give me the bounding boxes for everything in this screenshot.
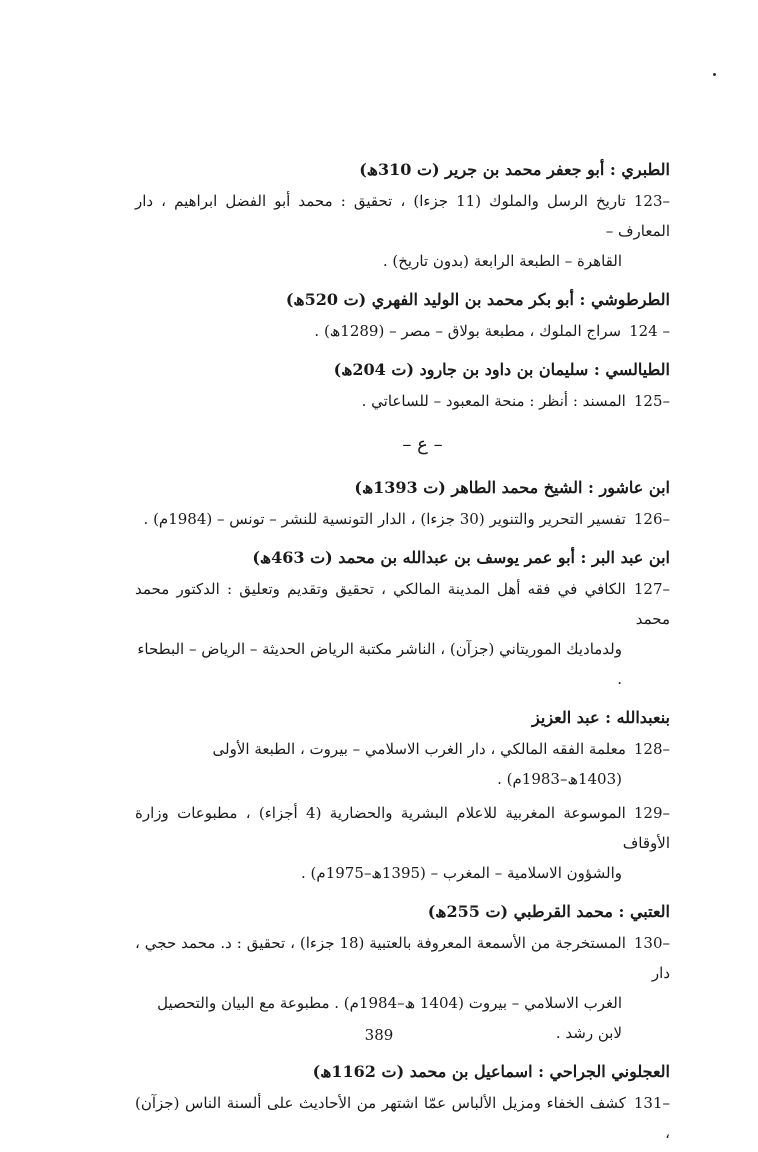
author-heading bbox=[135, 706, 670, 730]
entry-number: 125– bbox=[633, 392, 670, 410]
bibliography-list bbox=[135, 150, 670, 1152]
entry-continuation: ولدماديك الموريتاني (جزآن) ، الناشر مكتبة الرياض الحديثة – الرياض – البطحاء . bbox=[137, 640, 622, 688]
section-letter-heading: – ع – bbox=[402, 434, 443, 455]
author-name: ابن عبد البر : أبو عمر يوسف بن عبدالله بن محمد bbox=[338, 548, 670, 567]
author-name: العجلوني الجراحي : اسماعيل بن محمد bbox=[409, 1062, 670, 1081]
entry-text: معلمة الفقه المالكي ، دار الغرب الاسلامي – بيروت ، الطبعة الأولى bbox=[212, 740, 626, 758]
death-date: (ت 463ھ) bbox=[252, 548, 333, 567]
death-date: (ت 310ھ) bbox=[359, 160, 440, 179]
death-date: (ت 1393ھ) bbox=[354, 478, 446, 497]
death-date: (ت 520ھ) bbox=[285, 290, 367, 309]
author-name: الطيالسي : سليمان بن داود بن جارود bbox=[419, 360, 670, 379]
author-name: ابن عاشور : الشيخ محمد الطاهر bbox=[451, 478, 670, 497]
entry-continuation: الغرب الاسلامي – بيروت (1404 ھ–1984م) . مطبوعة مع البيان والتحصيل لابن رشد . bbox=[157, 994, 622, 1042]
entry-text: كشف الخفاء ومزيل الألباس عمّا اشتهر من الأحاديث على ألسنة الناس (جزآن) ، bbox=[135, 1094, 670, 1142]
bibliography-entry bbox=[135, 574, 670, 694]
entry-text: سراج الملوك ، مطبعة بولاق – مصر – (1289ھ) . bbox=[314, 322, 622, 340]
author-heading bbox=[135, 288, 670, 312]
author-heading bbox=[135, 900, 670, 924]
author-heading bbox=[135, 476, 670, 500]
author-name: العتبي : محمد القرطبي bbox=[513, 902, 670, 921]
entry-number: 124 – bbox=[629, 322, 670, 340]
entry-text: الكافي في فقه أهل المدينة المالكي ، تحقيق وتقديم وتعليق : الدكتور محمد محمد bbox=[135, 580, 670, 628]
entry-number: 130– bbox=[633, 934, 670, 952]
death-date: (ت 1162ھ) bbox=[312, 1062, 405, 1081]
entry-text: المستخرجة من الأسمعة المعروفة بالعتبية (18 جزءا) ، تحقيق : د. محمد حجي ، دار bbox=[135, 934, 670, 982]
entry-number: 123– bbox=[633, 192, 670, 210]
author-name: الطرطوشي : أبو بكر محمد بن الوليد الفهري bbox=[371, 290, 670, 309]
page-number: 389 bbox=[364, 1026, 394, 1044]
bibliography-entry bbox=[135, 186, 670, 276]
entry-text: تفسير التحرير والتنوير (30 جزءا) ، الدار التونسية للنشر – تونس – (1984م) . bbox=[143, 510, 626, 528]
death-date: (ت 255ھ) bbox=[427, 902, 509, 921]
author-name: بنعبدالله : عبد العزيز bbox=[532, 708, 670, 727]
entry-number: 127– bbox=[633, 580, 670, 598]
entry-number: 126– bbox=[633, 510, 670, 528]
death-date: (ت 204ھ) bbox=[333, 360, 415, 379]
entry-continuation: القاهرة – الطبعة الرابعة (بدون تاريخ) . bbox=[382, 252, 622, 270]
author-heading bbox=[135, 546, 670, 570]
author-heading bbox=[135, 1060, 670, 1084]
bibliography-entry bbox=[135, 1088, 670, 1148]
entry-number: 131– bbox=[633, 1094, 670, 1112]
entry-continuation: والشؤون الاسلامية – المغرب – (1395ھ–1975م) . bbox=[301, 864, 622, 882]
bibliography-entry bbox=[135, 316, 670, 346]
entry-number: 129– bbox=[633, 804, 670, 822]
entry-text: الموسوعة المغربية للاعلام البشرية والحضارية (4 أجزاء) ، مطبوعات وزارة الأوقاف bbox=[135, 804, 670, 852]
scan-speck bbox=[713, 73, 716, 76]
entry-number: 128– bbox=[633, 740, 670, 758]
author-name: الطبري : أبو جعفر محمد بن جرير bbox=[445, 160, 670, 179]
author-heading bbox=[135, 358, 670, 382]
entry-continuation: (1403ھ–1983م) . bbox=[497, 770, 622, 788]
bibliography-entry bbox=[135, 386, 670, 416]
entry-text: المسند : أنظر : منحة المعبود – للساعاتي . bbox=[361, 392, 626, 410]
bibliography-entry bbox=[135, 504, 670, 534]
entry-text: تاريخ الرسل والملوك (11 جزءا) ، تحقيق : محمد أبو الفضل ابراهيم ، دار المعارف – bbox=[135, 192, 670, 240]
bibliography-entry bbox=[135, 798, 670, 888]
bibliography-entry bbox=[135, 734, 670, 794]
author-heading bbox=[135, 158, 670, 182]
